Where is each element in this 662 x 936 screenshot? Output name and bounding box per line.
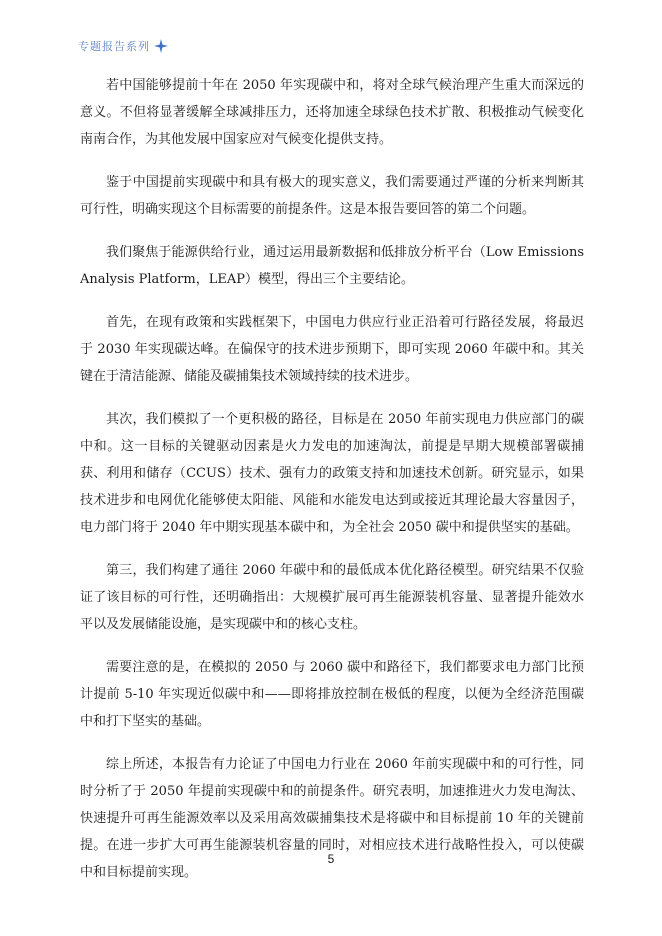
paragraph-third-conclusion: 第三，我们构建了通往 2060 年碳中和的最低成本优化路径模型。研究结果不仅验证了该目标的可行性，还明确指出：大规模扩展可再生能源装机容量、显著提升能效水平以及发展储能设施，是实现碳中和的核心支柱。 [80,563,584,632]
paragraph-second-conclusion: 其次，我们模拟了一个更积极的路径，目标是在 2050 年前实现电力供应部门的碳中和。这一目标的关键驱动因素是火力发电的加速淘汰，前提是早期大规模部署碳捕获、利用和储存（CCUS）技术、强有力的政策支持和加速技术创新。研究显示，如果技术进步和电网优化能够使太阳能、风能和水能发电达到或接近其理论最大容量因子，电力部门将于 2040 年中期实现基本碳中和，为全社会 2050 碳中和提供坚实的基础。 [80,412,584,535]
page-number: 5 [327,852,335,866]
paragraph-leap-model: 我们聚焦于能源供给行业，通过运用最新数据和低排放分析平台（Low Emissions Analysis Platform，LEAP）模型，得出三个主要结论。 [80,245,584,287]
paragraph-second-question: 鉴于中国提前实现碳中和具有极大的现实意义，我们需要通过严谨的分析来判断其可行性，明确实现这个目标需要的前提条件。这是本报告要回答的第二个问题。 [80,175,584,217]
paragraph-global-significance: 若中国能够提前十年在 2050 年实现碳中和，将对全球气候治理产生重大而深远的意义。不但将显著缓解全球减排压力，还将加速全球绿色技术扩散、积极推动气候变化南南合作，为其他发展中国家应对气候变化提供支持。 [80,78,584,147]
paragraph-first-conclusion: 首先，在现有政策和实践框架下，中国电力供应行业正沿着可行路径发展，将最迟于 2030 年实现碳达峰。在偏保守的技术进步预期下，即可实现 2060 年碳中和。其关键在于清洁能源、储能及碳捕集技术领域持续的技术进步。 [80,315,584,384]
paragraph-note: 需要注意的是，在模拟的 2050 与 2060 碳中和路径下，我们都要求电力部门比预计提前 5-10 年实现近似碳中和——即将排放控制在极低的程度，以便为全经济范围碳中和打下坚实的基础。 [80,660,584,729]
header-title: 专题报告系列 [78,40,150,53]
report-series-header [78,38,168,54]
paragraph-summary: 综上所述，本报告有力论证了中国电力行业在 2060 年前实现碳中和的可行性，同时分析了于 2050 年提前实现碳中和的前提条件。研究表明，加速推进火力发电淘汰、快速提升可再生能源效率以及采用高效碳捕集技术是将碳中和目标提前 10 年的关键前提。在进一步扩大可再生能源装机容量的同时，对相应技术进行战略性投入，可以使碳中和目标提前实现。 [80,757,584,880]
four-point-star-icon [154,39,168,53]
report-body [80,72,584,902]
